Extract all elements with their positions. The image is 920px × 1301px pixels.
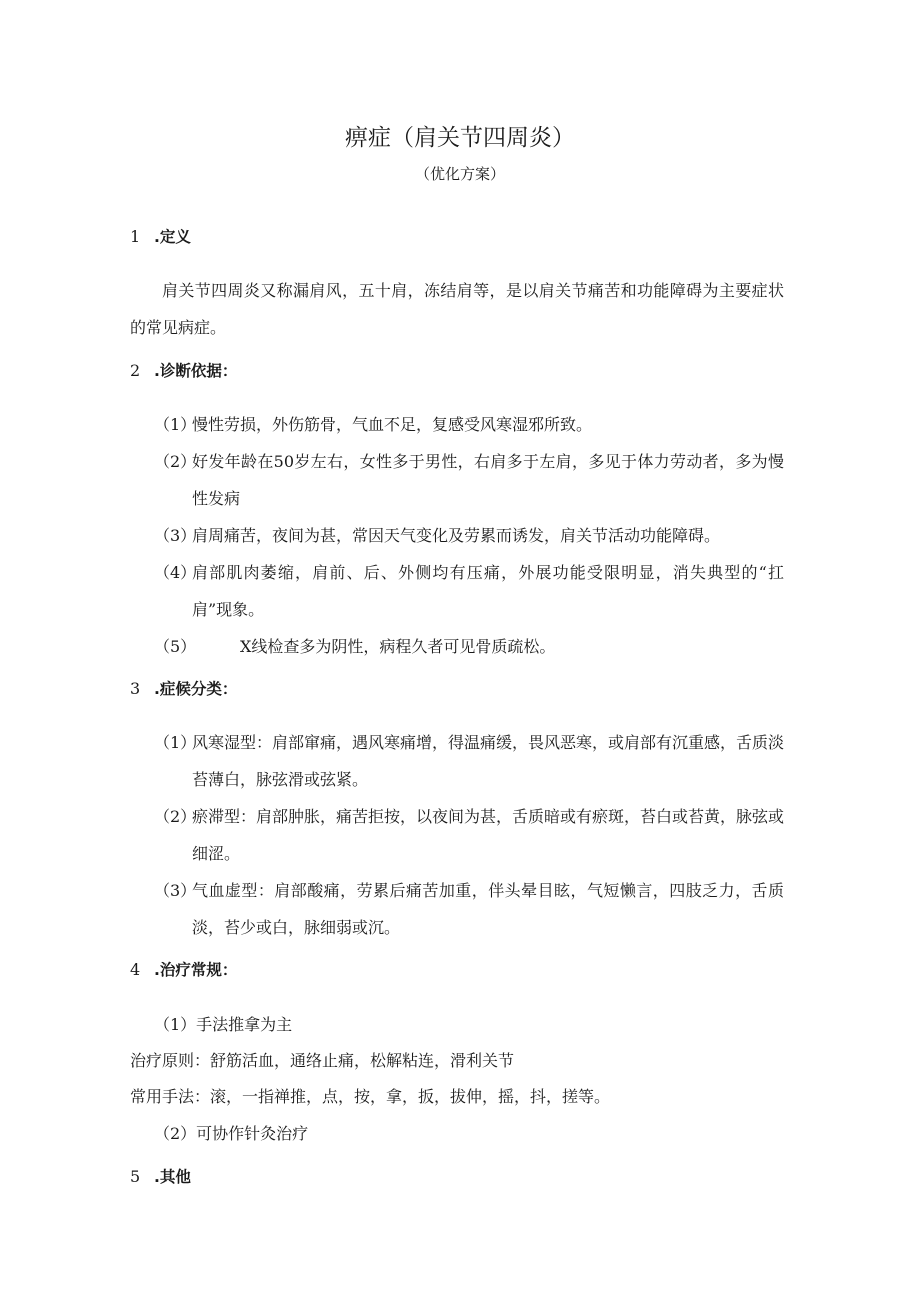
item-text: 瘀滞型：肩部肿胀，痛苦拒按，以夜间为甚，舌质暗或有瘀斑，苔白或苔黄，脉弦或细涩。 (192, 807, 785, 863)
treatment-methods: 常用手法：滚，一指禅推，点，按，拿，扳，拔伸，摇，抖，搓等。 (130, 1087, 611, 1106)
section-title: .其他 (154, 1168, 191, 1186)
diagnosis-item (154, 554, 784, 628)
diagnosis-item (154, 443, 784, 517)
definition-paragraph: 肩关节四周炎又称漏肩风，五十肩，冻结肩等，是以肩关节痛苦和功能障碍为主要症状的常见病症。 (130, 281, 784, 337)
page-subtitle: （优化方案） (414, 165, 505, 183)
item-marker: （2） (154, 452, 197, 471)
syndrome-item (154, 798, 784, 872)
syndrome-item (154, 872, 784, 946)
section-heading-diagnosis (130, 358, 237, 384)
item-marker: （1） (154, 415, 197, 434)
section-title: .定义 (154, 228, 191, 246)
item-marker: （3） (154, 881, 197, 900)
item-text: 慢性劳损，外伤筋骨，气血不足，复感受风寒湿邪所致。 (192, 415, 593, 434)
item-marker: （1） (154, 733, 197, 752)
section-heading-definition (130, 224, 191, 250)
item-marker: （3） (154, 526, 197, 545)
item-text: X线检查多为阴性，病程久者可见骨质疏松。 (240, 637, 556, 656)
section-number: 2 (130, 361, 141, 380)
diagnosis-item (154, 406, 784, 443)
section-number: 5 (130, 1167, 141, 1186)
section-number: 4 (130, 960, 141, 979)
section-number: 3 (130, 679, 141, 698)
section-heading-syndromes (130, 676, 237, 702)
item-marker: （5） (154, 637, 197, 656)
section-number: 1 (130, 227, 141, 246)
item-marker: （2） (154, 807, 197, 826)
section-heading-other (130, 1164, 191, 1190)
diagnosis-item (154, 628, 784, 665)
diagnosis-item (154, 517, 784, 554)
treatment-principle: 治疗原则：舒筋活血，通络止痛，松解粘连，滑利关节 (130, 1051, 515, 1070)
item-text: 肩部肌肉萎缩，肩前、后、外侧均有压痛，外展功能受限明显，消失典型的“扛肩”现象。 (192, 563, 784, 619)
item-text: 好发年龄在50岁左右，女性多于男性，右肩多于左肩，多见于体力劳动者，多为慢性发病 (192, 452, 784, 508)
section-heading-treatment (130, 957, 237, 983)
item-marker: （4） (154, 563, 197, 582)
treatment-item-massage: （1）手法推拿为主 (154, 1015, 293, 1034)
page-title: 痹症（肩关节四周炎） (345, 125, 575, 151)
syndrome-item (154, 724, 784, 798)
treatment-item-acupuncture: （2）可协作针灸治疗 (154, 1124, 309, 1143)
item-text: 风寒湿型：肩部窜痛，遇风寒痛增，得温痛缓，畏风恶寒，或肩部有沉重感，舌质淡苔薄白，脉弦滑或弦紧。 (192, 733, 785, 789)
section-title: .症候分类： (154, 680, 238, 698)
section-title: .诊断依据： (154, 362, 238, 380)
item-text: 肩周痛苦，夜间为甚，常因天气变化及劳累而诱发，肩关节活动功能障碍。 (192, 526, 721, 545)
section-title: .治疗常规： (154, 961, 238, 979)
item-text: 气血虚型：肩部酸痛，劳累后痛苦加重，伴头晕目眩，气短懒言，四肢乏力，舌质淡，苔少或白，脉细弱或沉。 (192, 881, 784, 937)
